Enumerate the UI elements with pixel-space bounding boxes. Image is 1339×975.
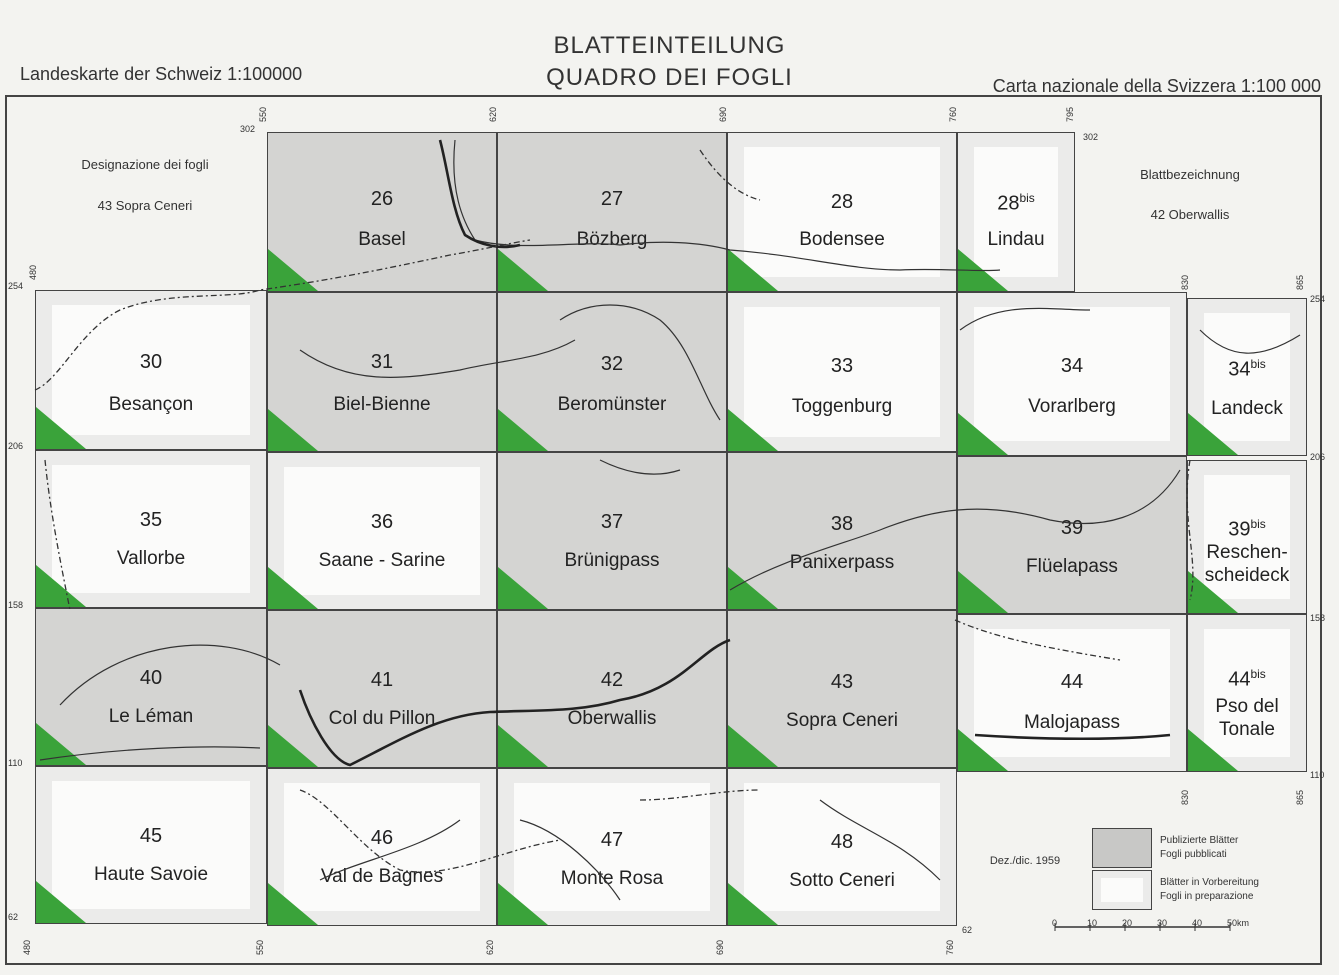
sheet-corner-marker	[1188, 729, 1238, 771]
sheet-corner-marker	[498, 883, 548, 925]
sheet-name: Haute Savoie	[93, 864, 209, 885]
grid-label-x-795-top: 795	[1065, 106, 1075, 122]
sheet-name: Monte Rosa	[560, 868, 664, 889]
sheet-name: Bözberg	[576, 229, 648, 250]
sheet-corner-marker	[268, 409, 318, 451]
sheet-corner-marker	[36, 723, 86, 765]
sheet-number: 43	[830, 671, 854, 693]
scale-tick-label: 50km	[1227, 918, 1250, 928]
sheet-name: Vorarlberg	[1028, 396, 1116, 417]
grid-label-y-62-right: 62	[962, 925, 973, 935]
sheet-42[interactable]	[497, 610, 727, 768]
grid-label-y-206-left: 206	[8, 441, 24, 451]
sheet-35[interactable]	[35, 450, 267, 608]
sheet-number: 44	[1060, 671, 1084, 693]
legend-swatch-preparation	[1092, 870, 1152, 910]
sheet-31[interactable]	[267, 292, 497, 452]
sheet-corner-marker	[36, 565, 86, 607]
scale-bar	[1050, 915, 1250, 945]
sheet-name: Basel	[358, 229, 406, 250]
grid-label-x-550-top: 550	[258, 106, 268, 122]
sheet-number-suffix: bis	[1019, 191, 1035, 205]
sheet-number: 34	[1060, 355, 1084, 377]
grid-label-x-620-top: 620	[488, 106, 498, 122]
sheet-name: Oberwallis	[567, 708, 657, 729]
grid-label-x-550-bottom: 550	[255, 939, 265, 955]
header-left-caption: Landeskarte der Schweiz 1:100000	[20, 64, 303, 84]
sheet-number-suffix: bis	[1250, 357, 1266, 371]
sheet-corner-marker	[958, 413, 1008, 455]
sheet-name: Landeck	[1211, 398, 1283, 419]
sheet-36[interactable]	[267, 452, 497, 610]
sheet-number: 40	[139, 667, 163, 689]
sheet-name: Vallorbe	[116, 548, 186, 569]
sheet-number: 45	[139, 825, 163, 847]
grid-label-y-254-left: 254	[8, 281, 24, 291]
sheet-corner-marker	[728, 567, 778, 609]
sheet-name: Sopra Ceneri	[786, 710, 898, 731]
sheet-44[interactable]	[957, 614, 1187, 772]
sheet-46[interactable]	[267, 768, 497, 926]
scale-tick-label: 0	[1052, 918, 1058, 928]
grid-label-y-158-right: 158	[1310, 613, 1326, 623]
sheet-name: Malojapass	[1023, 712, 1121, 733]
sheet-name: Pso del Tonale	[1215, 696, 1279, 740]
grid-label-x-690-top: 690	[718, 106, 728, 122]
sheet-26[interactable]	[267, 132, 497, 292]
map-title-german: BLATTEINTEILUNG	[553, 32, 786, 59]
sheet-name: Biel-Bienne	[333, 394, 431, 415]
sheet-name: Bodensee	[799, 229, 885, 250]
grid-label-y-110-right: 110	[1310, 770, 1325, 780]
sheet-number: 35	[139, 509, 163, 531]
scale-tick-label: 30	[1157, 918, 1168, 928]
legend-published-it: Fogli pubblicati	[1160, 849, 1227, 860]
sheet-number: 41	[370, 669, 394, 691]
sheet-45[interactable]	[35, 766, 267, 924]
sheet-name: Val de Bagnes	[320, 866, 444, 887]
sheet-number: 32	[600, 353, 624, 375]
grid-label-y-206-right: 206	[1310, 452, 1326, 462]
sheet-corner-marker	[268, 249, 318, 291]
sheet-number: 33	[830, 355, 854, 377]
legend-swatch-published	[1092, 828, 1152, 868]
sheet-39-bis[interactable]	[1187, 460, 1307, 614]
legend-preparation-it: Fogli in preparazione	[1160, 891, 1254, 902]
grid-label-x-480-mid: 480	[28, 264, 38, 280]
sheet-30[interactable]	[35, 290, 267, 450]
grid-label-x-480-bottom: 480	[22, 939, 32, 955]
grid-label-x-865-mid: 865	[1295, 274, 1305, 290]
sheet-name: Besançon	[108, 394, 194, 415]
sheet-number: 28	[830, 191, 854, 213]
grid-label-x-760-top: 760	[948, 106, 958, 122]
sheet-34[interactable]	[957, 292, 1187, 456]
grid-label-y-254-right: 254	[1310, 294, 1326, 304]
sheet-number: 38	[830, 513, 854, 535]
note-blattbezeichnung-title: Blattbezeichnung	[1140, 167, 1240, 182]
sheet-corner-marker	[498, 409, 548, 451]
sheet-corner-marker	[36, 881, 86, 923]
sheet-40[interactable]	[35, 608, 267, 766]
sheet-name: Flüelapass	[1026, 556, 1118, 577]
sheet-number: 31	[370, 351, 394, 373]
sheet-27[interactable]	[497, 132, 727, 292]
sheet-corner-marker	[268, 883, 318, 925]
grid-label-y-62-left: 62	[8, 912, 19, 922]
sheet-name: Saane - Sarine	[318, 550, 446, 571]
grid-label-x-830-mid: 830	[1180, 274, 1190, 290]
sheet-corner-marker	[958, 729, 1008, 771]
sheet-corner-marker	[958, 571, 1008, 613]
sheet-name: Sotto Ceneri	[789, 870, 895, 891]
sheet-number: $28^{bis}$	[997, 191, 1035, 215]
sheet-number: 47	[600, 829, 624, 851]
legend-preparation-de: Blätter in Vorbereitung	[1160, 877, 1259, 888]
sheet-number: 37	[600, 511, 624, 533]
sheet-number: 27	[600, 188, 624, 210]
sheet-name: Panixerpass	[789, 552, 895, 573]
sheet-corner-marker	[728, 725, 778, 767]
sheet-number: $44^{bis}$	[1228, 667, 1266, 691]
sheet-34-bis[interactable]	[1187, 298, 1307, 456]
sheet-corner-marker	[498, 249, 548, 291]
sheet-name: Col du Pillon	[328, 708, 436, 729]
legend-published-de: Publizierte Blätter	[1160, 835, 1239, 846]
sheet-number: 42	[600, 669, 624, 691]
sheet-number-suffix: bis	[1250, 667, 1266, 681]
sheet-corner-marker	[728, 409, 778, 451]
sheet-corner-marker	[268, 567, 318, 609]
sheet-corner-marker	[498, 725, 548, 767]
sheet-corner-marker	[728, 883, 778, 925]
sheet-39[interactable]	[957, 456, 1187, 614]
sheet-name: Reschen- scheideck	[1204, 542, 1290, 586]
grid-label-x-760-bottom: 760	[945, 939, 955, 955]
sheet-28[interactable]	[727, 132, 957, 292]
sheet-corner-marker	[36, 407, 86, 449]
grid-label-x-865-bottom: 865	[1295, 789, 1305, 805]
sheet-corner-marker	[498, 567, 548, 609]
grid-label-y-302-right: 302	[1083, 132, 1099, 142]
sheet-number: $34^{bis}$	[1228, 357, 1266, 381]
scale-tick-label: 20	[1122, 918, 1133, 928]
legend-date: Dez./dic. 1959	[989, 855, 1061, 867]
sheet-33[interactable]	[727, 292, 957, 452]
sheet-47[interactable]	[497, 768, 727, 926]
sheet-number: $39^{bis}$	[1228, 517, 1266, 541]
sheet-number: 30	[139, 351, 163, 373]
sheet-name: Le Léman	[108, 706, 194, 727]
grid-label-x-830-bottom: 830	[1180, 789, 1190, 805]
note-designation-title: Designazione dei fogli	[81, 157, 209, 172]
sheet-name: Beromünster	[557, 394, 667, 415]
sheet-48[interactable]	[727, 768, 957, 926]
sheet-corner-marker	[268, 725, 318, 767]
sheet-number: 39	[1060, 517, 1084, 539]
sheet-38[interactable]	[727, 452, 957, 610]
note-blattbezeichnung-example: 42 Oberwallis	[1150, 207, 1230, 222]
scale-tick-label: 40	[1192, 918, 1203, 928]
header-right-caption: Carta nazionale della Svizzera 1:100 000	[992, 76, 1321, 96]
map-title-italian: QUADRO DEI FOGLI	[546, 64, 793, 91]
sheet-corner-marker	[728, 249, 778, 291]
grid-label-y-302-left: 302	[240, 124, 256, 134]
scale-tick-label: 10	[1087, 918, 1098, 928]
grid-label-y-158-left: 158	[8, 600, 24, 610]
grid-label-x-620-bottom: 620	[485, 939, 495, 955]
sheet-37[interactable]	[497, 452, 727, 610]
sheet-32[interactable]	[497, 292, 727, 452]
sheet-number: 36	[370, 511, 394, 533]
sheet-41[interactable]	[267, 610, 497, 768]
sheet-name: Toggenburg	[791, 396, 893, 417]
sheet-43[interactable]	[727, 610, 957, 768]
sheet-number: 46	[370, 827, 394, 849]
sheet-name: Lindau	[987, 229, 1045, 250]
grid-label-x-690-bottom: 690	[715, 939, 725, 955]
sheet-name: Brünigpass	[564, 550, 660, 571]
sheet-number-suffix: bis	[1250, 517, 1266, 531]
sheet-corner-marker	[1188, 413, 1238, 455]
sheet-corner-marker	[958, 249, 1008, 291]
sheet-28-bis[interactable]	[957, 132, 1075, 292]
sheet-corner-marker	[1188, 571, 1238, 613]
grid-label-y-110-left: 110	[8, 758, 23, 768]
sheet-44-bis[interactable]	[1187, 614, 1307, 772]
note-designation-example: 43 Sopra Ceneri	[97, 198, 193, 213]
sheet-number: 26	[370, 188, 394, 210]
sheet-number: 48	[830, 831, 854, 853]
